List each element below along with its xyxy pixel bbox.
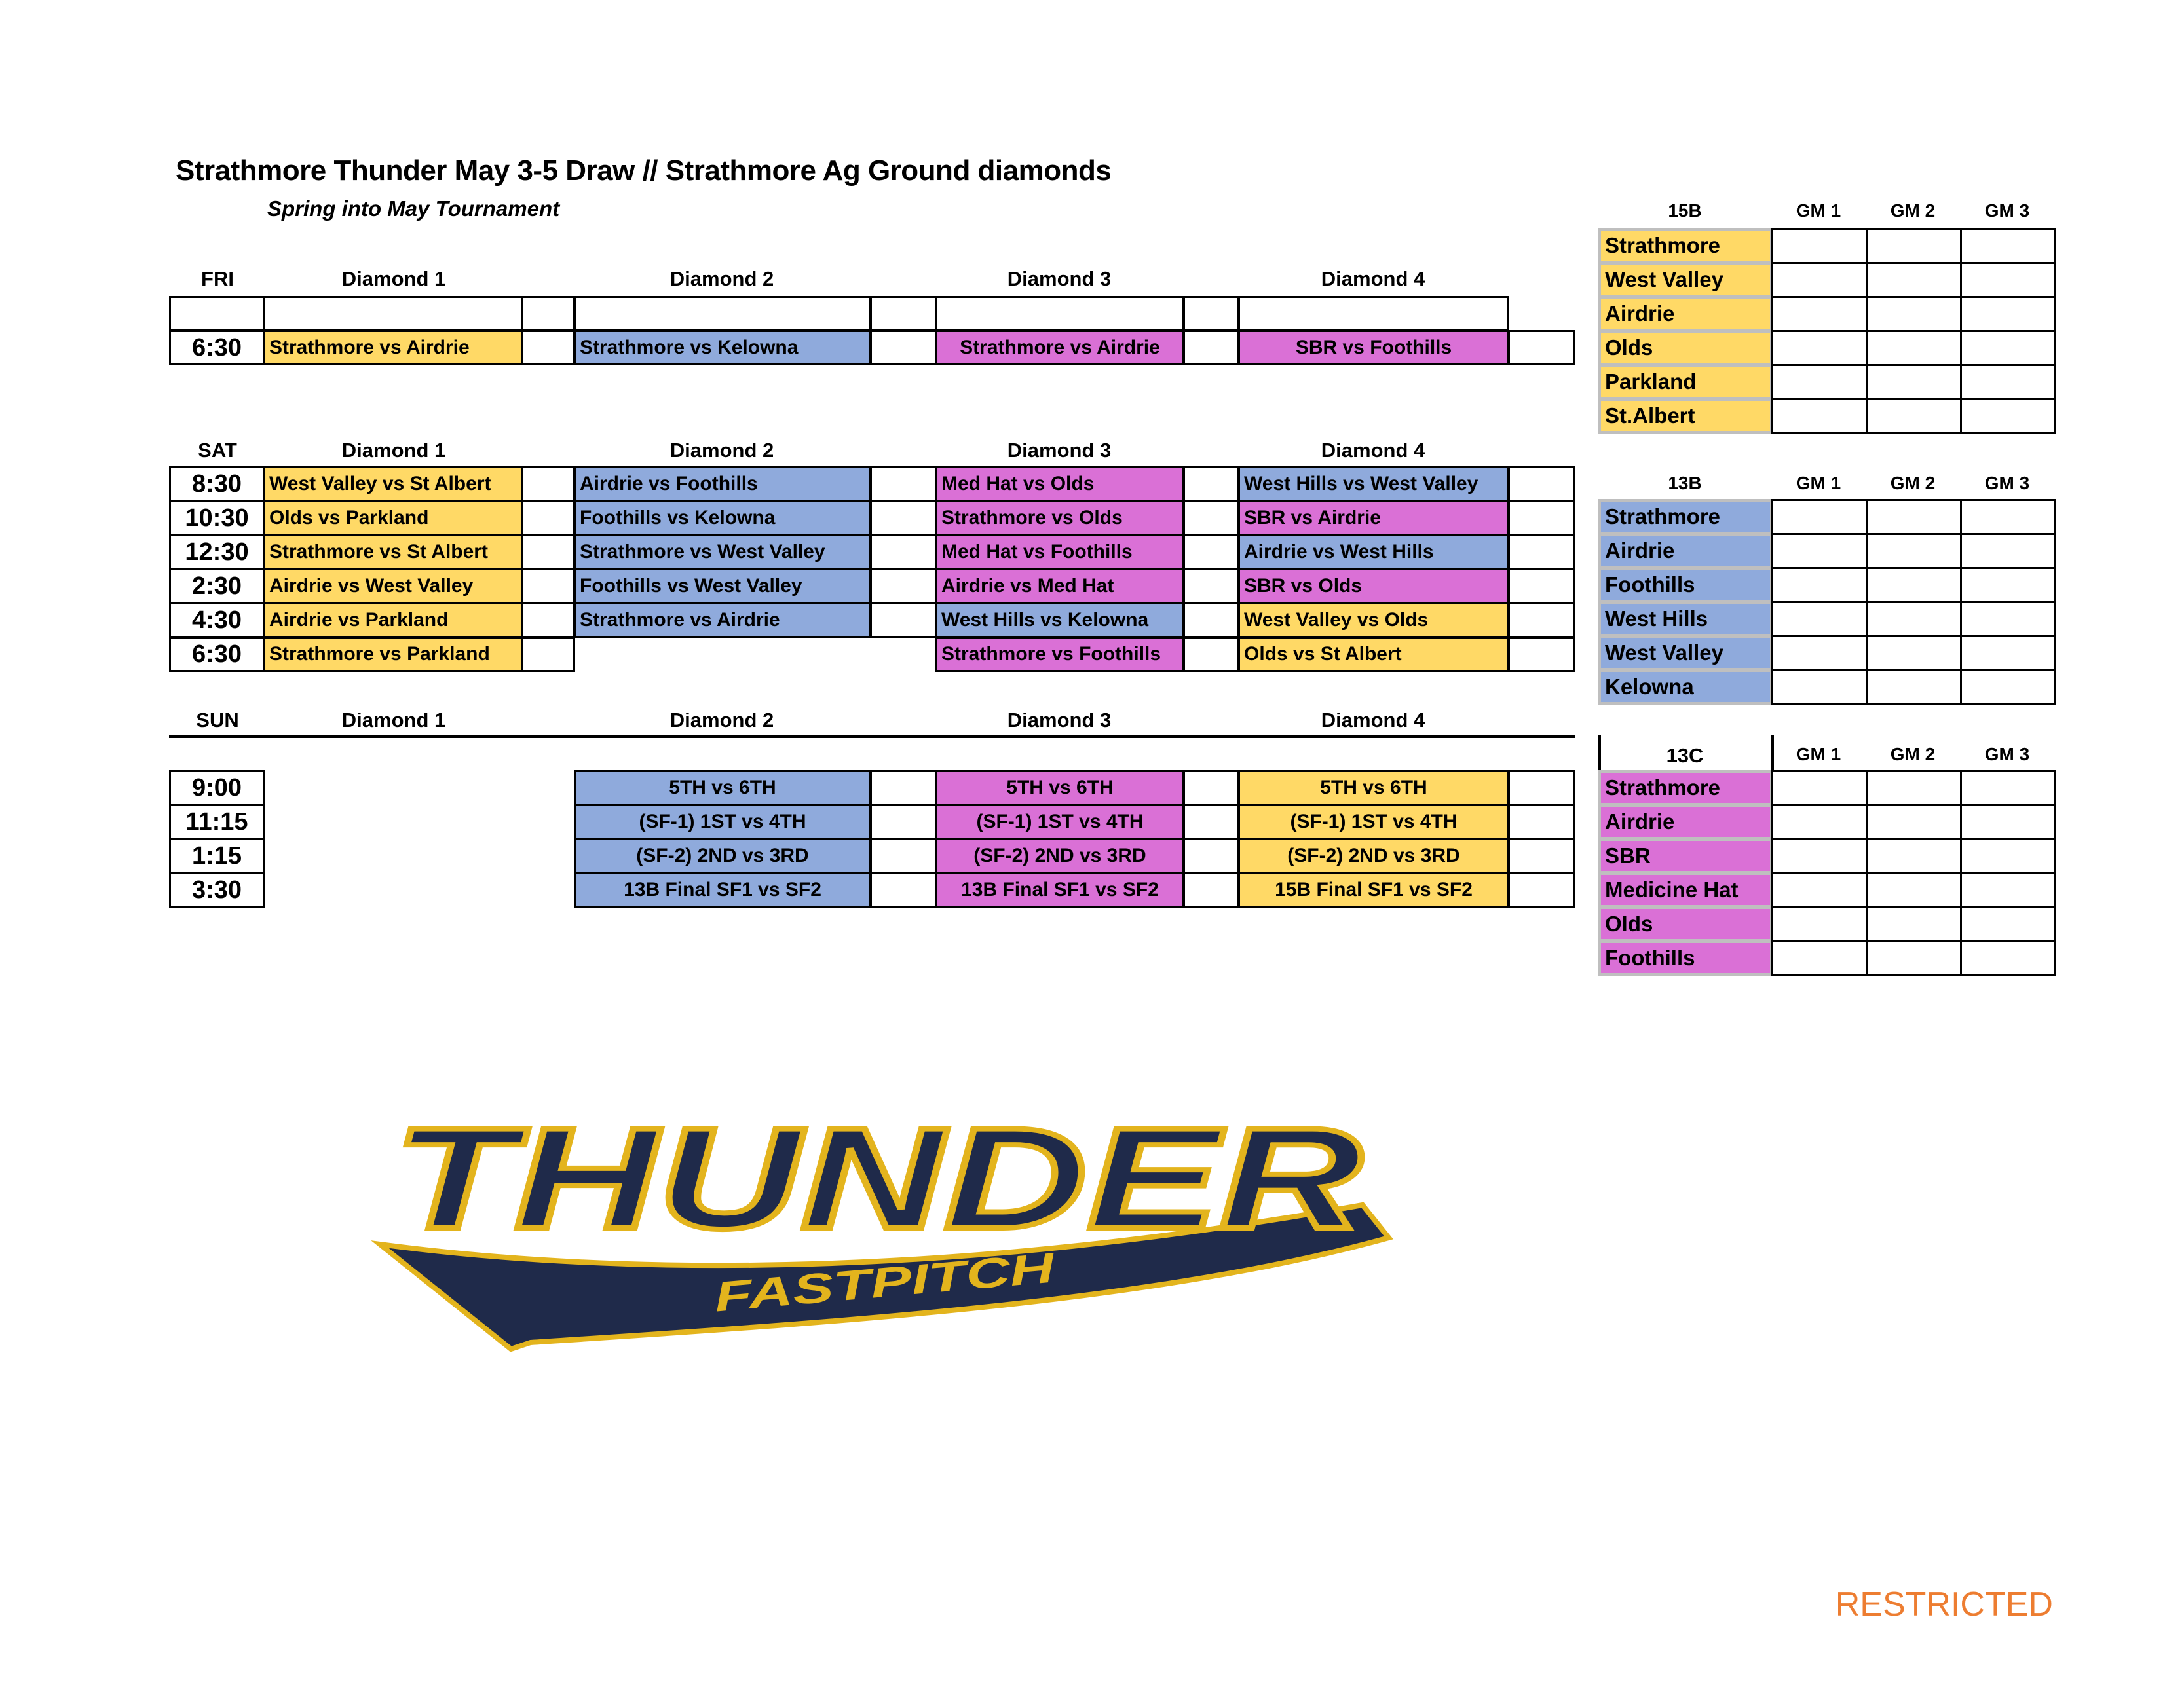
game-cell: SBR vs Foothills	[1238, 330, 1509, 365]
standings-col-header: GM 2	[1890, 744, 1936, 764]
standings-team: Foothills	[1598, 567, 1773, 602]
sat-time: 10:30	[169, 500, 265, 536]
game-cell: Foothills vs Kelowna	[574, 500, 871, 536]
score-cell[interactable]	[1183, 804, 1239, 840]
game-cell: Strathmore vs Airdrie	[574, 602, 871, 638]
score-cell[interactable]	[870, 500, 937, 536]
game-cell: (SF-1) 1ST vs 4TH	[574, 804, 871, 840]
score-cell[interactable]	[1183, 872, 1239, 908]
game-cell: West Hills vs Kelowna	[935, 602, 1184, 638]
standings-team: SBR	[1598, 838, 1773, 874]
score-cell[interactable]	[870, 770, 937, 806]
standings-team: Strathmore	[1598, 499, 1773, 534]
sat-diamond-4-header: Diamond 4	[1321, 439, 1425, 462]
standings-col-header: GM 2	[1890, 473, 1936, 493]
game-cell: (SF-2) 2ND vs 3RD	[935, 838, 1184, 874]
sun-time: 1:15	[169, 838, 265, 874]
standings-score-grid[interactable]	[1771, 228, 2056, 434]
standings-team: Airdrie	[1598, 533, 1773, 568]
standings-col-header: GM 3	[1984, 744, 2030, 764]
score-cell[interactable]	[1508, 838, 1575, 874]
sun-diamond-3-header: Diamond 3	[1007, 709, 1112, 732]
fri-blank-game	[1238, 296, 1509, 331]
game-cell: (SF-2) 2ND vs 3RD	[574, 838, 871, 874]
score-cell[interactable]	[1508, 330, 1575, 365]
game-cell: 13B Final SF1 vs SF2	[935, 872, 1184, 908]
score-cell[interactable]	[1508, 466, 1575, 502]
fri-blank-game	[935, 296, 1184, 331]
standings-division-label: 13B	[1668, 473, 1702, 493]
standings-team: Olds	[1598, 330, 1773, 365]
standings-score-grid[interactable]	[1771, 499, 2056, 705]
score-cell[interactable]	[521, 330, 575, 365]
fri-diamond-3-header: Diamond 3	[1007, 267, 1112, 290]
standings-division-label: 13C	[1666, 744, 1704, 767]
game-cell: SBR vs Airdrie	[1238, 500, 1509, 536]
game-cell: 13B Final SF1 vs SF2	[574, 872, 871, 908]
score-cell[interactable]	[1508, 770, 1575, 806]
fri-blank-time	[169, 296, 265, 331]
score-cell[interactable]	[521, 637, 575, 672]
logo-thunder-text: THUNDER	[393, 1107, 1363, 1259]
game-cell: Airdrie vs West Valley	[263, 568, 523, 604]
thunder-fastpitch-logo	[367, 1107, 1402, 1356]
standings-team: Parkland	[1598, 364, 1773, 399]
score-cell[interactable]	[1183, 466, 1239, 502]
game-cell: West Valley vs St Albert	[263, 466, 523, 502]
game-cell: Strathmore vs Olds	[935, 500, 1184, 536]
game-cell: Airdrie vs Foothills	[574, 466, 871, 502]
game-cell: Strathmore vs Airdrie	[935, 330, 1184, 365]
score-cell[interactable]	[1508, 804, 1575, 840]
game-cell: Airdrie vs Parkland	[263, 602, 523, 638]
game-cell: Strathmore vs Parkland	[263, 637, 523, 672]
sun-time: 9:00	[169, 770, 265, 806]
sat-diamond-2-header: Diamond 2	[669, 439, 774, 462]
standings-team: West Valley	[1598, 635, 1773, 671]
sun-time: 3:30	[169, 872, 265, 908]
standings-score-grid[interactable]	[1771, 770, 2056, 976]
game-cell: 5TH vs 6TH	[574, 770, 871, 806]
game-cell: Strathmore vs Kelowna	[574, 330, 871, 365]
score-cell[interactable]	[1183, 330, 1239, 365]
game-cell: West Valley vs Olds	[1238, 602, 1509, 638]
game-cell: Strathmore vs West Valley	[574, 534, 871, 570]
game-cell: 15B Final SF1 vs SF2	[1238, 872, 1509, 908]
game-cell: Med Hat vs Olds	[935, 466, 1184, 502]
standings-team: Strathmore	[1598, 228, 1773, 263]
standings-team: St.Albert	[1598, 398, 1773, 434]
game-cell: Airdrie vs West Hills	[1238, 534, 1509, 570]
standings-division-label: 15B	[1668, 200, 1702, 221]
score-cell[interactable]	[870, 872, 937, 908]
fri-blank-score	[870, 296, 937, 331]
fri-blank-game	[574, 296, 871, 331]
game-cell: 5TH vs 6TH	[935, 770, 1184, 806]
game-cell: (SF-2) 2ND vs 3RD	[1238, 838, 1509, 874]
game-cell: Olds vs St Albert	[1238, 637, 1509, 672]
standings-col-header: GM 3	[1984, 473, 2030, 493]
score-cell[interactable]	[870, 568, 937, 604]
fri-diamond-2-header: Diamond 2	[669, 267, 774, 290]
sat-diamond-3-header: Diamond 3	[1007, 439, 1112, 462]
sat-time: 4:30	[169, 602, 265, 638]
thunder-logo-graphic	[367, 1107, 1402, 1356]
fri-time: 6:30	[169, 330, 265, 365]
standings-team: Kelowna	[1598, 669, 1773, 705]
standings-team: Strathmore	[1598, 770, 1773, 806]
score-cell[interactable]	[521, 602, 575, 638]
standings-col-header: GM 3	[1984, 200, 2030, 221]
game-cell: Foothills vs West Valley	[574, 568, 871, 604]
score-cell[interactable]	[870, 466, 937, 502]
game-cell: Strathmore vs Foothills	[935, 637, 1184, 672]
standings-team: Foothills	[1598, 940, 1773, 976]
fri-blank-score	[521, 296, 575, 331]
score-cell[interactable]	[870, 534, 937, 570]
standings-team: Medicine Hat	[1598, 872, 1773, 908]
score-cell[interactable]	[1508, 568, 1575, 604]
page-title: Strathmore Thunder May 3-5 Draw // Strathmore Ag Ground diamonds	[176, 155, 1112, 187]
score-cell[interactable]	[870, 838, 937, 874]
score-cell[interactable]	[870, 804, 937, 840]
sun-day-label: SUN	[196, 709, 239, 732]
restricted-label: RESTRICTED	[1835, 1585, 2053, 1623]
score-cell[interactable]	[521, 500, 575, 536]
fri-blank-game	[263, 296, 523, 331]
standings-col-header: GM 2	[1890, 200, 1936, 221]
standings-col-header: GM 1	[1796, 473, 1841, 493]
score-cell[interactable]	[870, 602, 937, 638]
score-cell[interactable]	[1508, 534, 1575, 570]
score-cell[interactable]	[1508, 637, 1575, 672]
standings-col-header: GM 1	[1796, 200, 1841, 221]
sat-time: 12:30	[169, 534, 265, 570]
standings-team: Airdrie	[1598, 296, 1773, 331]
sat-diamond-1-header: Diamond 1	[341, 439, 446, 462]
fri-day-label: FRI	[201, 267, 234, 290]
sat-time: 8:30	[169, 466, 265, 502]
fri-blank-score	[1183, 296, 1239, 331]
score-cell[interactable]	[1183, 568, 1239, 604]
sat-time: 6:30	[169, 637, 265, 672]
game-cell: Airdrie vs Med Hat	[935, 568, 1184, 604]
score-cell[interactable]	[1183, 602, 1239, 638]
standings-team: Airdrie	[1598, 804, 1773, 840]
score-cell[interactable]	[1183, 770, 1239, 806]
sat-day-label: SAT	[198, 439, 237, 462]
standings-team: West Hills	[1598, 601, 1773, 637]
logo-fastpitch-text: FASTPITCH	[712, 1253, 949, 1321]
game-cell: Olds vs Parkland	[263, 500, 523, 536]
score-cell[interactable]	[870, 330, 937, 365]
game-cell: Strathmore vs Airdrie	[263, 330, 523, 365]
standings-col-header: GM 1	[1796, 744, 1841, 764]
game-cell: 5TH vs 6TH	[1238, 770, 1509, 806]
game-cell: (SF-1) 1ST vs 4TH	[1238, 804, 1509, 840]
fri-diamond-1-header: Diamond 1	[341, 267, 446, 290]
standings-team: West Valley	[1598, 262, 1773, 297]
game-cell: Strathmore vs St Albert	[263, 534, 523, 570]
score-cell[interactable]	[1508, 602, 1575, 638]
game-cell: SBR vs Olds	[1238, 568, 1509, 604]
score-cell[interactable]	[1183, 534, 1239, 570]
sat-time: 2:30	[169, 568, 265, 604]
score-cell[interactable]	[521, 568, 575, 604]
score-cell[interactable]	[1508, 500, 1575, 536]
game-cell: (SF-1) 1ST vs 4TH	[935, 804, 1184, 840]
score-cell[interactable]	[1183, 838, 1239, 874]
sun-divider	[169, 735, 1575, 738]
sun-diamond-1-header: Diamond 1	[341, 709, 446, 732]
game-cell: Med Hat vs Foothills	[935, 534, 1184, 570]
sun-time: 11:15	[169, 804, 265, 840]
score-cell[interactable]	[1508, 872, 1575, 908]
fri-diamond-4-header: Diamond 4	[1321, 267, 1425, 290]
sun-diamond-2-header: Diamond 2	[669, 709, 774, 732]
score-cell[interactable]	[1183, 500, 1239, 536]
score-cell[interactable]	[1183, 637, 1239, 672]
sun-diamond-4-header: Diamond 4	[1321, 709, 1425, 732]
game-cell: West Hills vs West Valley	[1238, 466, 1509, 502]
score-cell[interactable]	[521, 466, 575, 502]
score-cell[interactable]	[521, 534, 575, 570]
page-subtitle: Spring into May Tournament	[267, 196, 560, 221]
standings-team: Olds	[1598, 906, 1773, 942]
